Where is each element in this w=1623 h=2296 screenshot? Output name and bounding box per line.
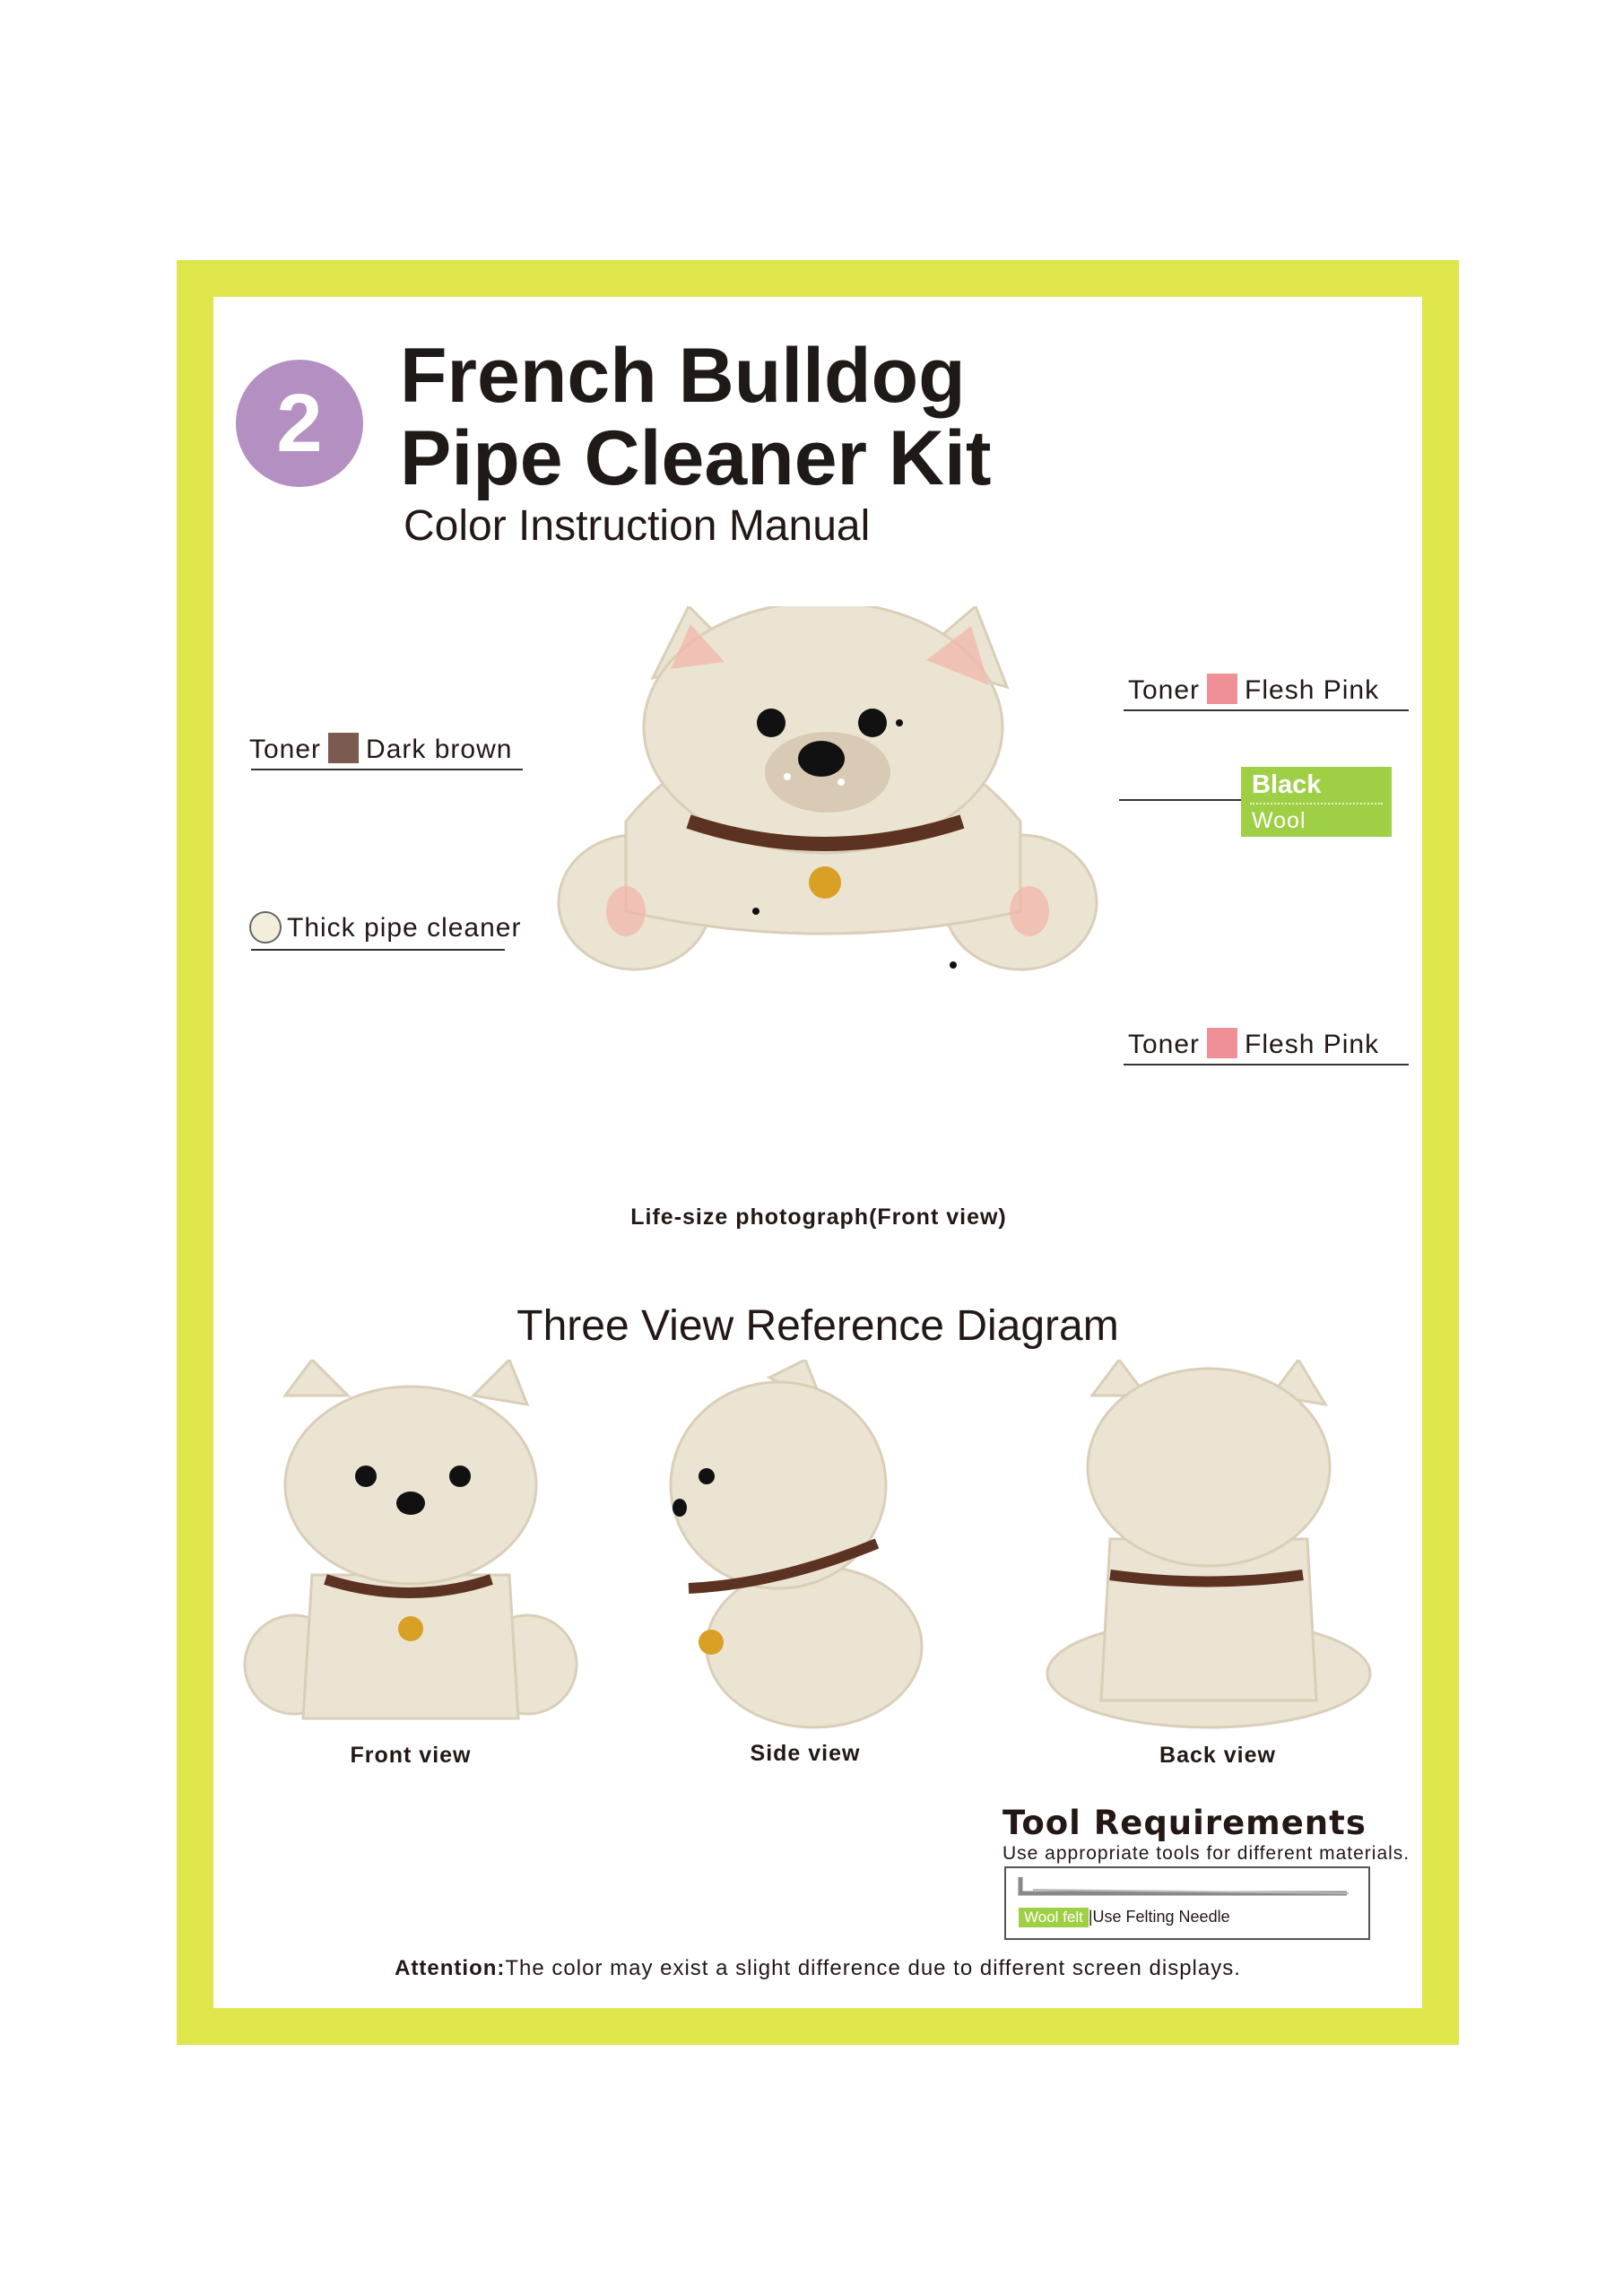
callout-ear-prefix: Toner [1128, 675, 1201, 705]
side-view-photo [635, 1360, 976, 1736]
callout-mouth-prefix: Toner [249, 735, 322, 764]
dark-brown-swatch [328, 733, 359, 763]
kit-subtitle: Color Instruction Manual [404, 502, 871, 550]
side-view-caption: Side view [750, 1741, 861, 1766]
callout-paw-label: Flesh Pink [1245, 1030, 1380, 1059]
callout-mouth [249, 733, 512, 765]
step-number-badge: 2 [236, 360, 363, 487]
callout-ear [1128, 674, 1379, 706]
kit-title [400, 335, 992, 500]
flesh-pink-swatch [1207, 674, 1237, 704]
flesh-pink-swatch [1207, 1028, 1237, 1058]
page-frame [177, 260, 1459, 2045]
leader-nose [1119, 799, 1241, 801]
tool-note: |Use Felting Needle [1088, 1908, 1230, 1926]
attention-text: The color may exist a slight difference due to different screen displays. [505, 1956, 1241, 1980]
nose-material-type: Wool [1252, 808, 1306, 833]
tool-requirements-title: Tool Requirements [1002, 1804, 1367, 1842]
leader-body [251, 949, 505, 951]
main-photo-caption: Life-size photograph(Front view) [630, 1205, 1007, 1230]
leader-paw [1124, 1064, 1409, 1065]
three-view-title: Three View Reference Diagram [516, 1302, 1119, 1350]
back-view-caption: Back view [1159, 1743, 1276, 1768]
callout-ear-label: Flesh Pink [1245, 675, 1380, 705]
main-dog-photo [554, 606, 1110, 1216]
tool-box [1004, 1866, 1370, 1940]
callout-body-label: Thick pipe cleaner [287, 913, 522, 943]
callout-paw-prefix: Toner [1128, 1030, 1201, 1059]
nose-material-color: Black [1252, 770, 1322, 799]
content-panel [213, 297, 1422, 2008]
felting-needle-icon [1015, 1874, 1356, 1900]
title-line-1: French Bulldog [400, 333, 966, 419]
attention-note [213, 1956, 1422, 1981]
tool-label-row [1019, 1908, 1230, 1927]
leader-ear [1124, 709, 1409, 711]
front-view-caption: Front view [350, 1743, 472, 1768]
pipe-cleaner-swatch-icon [249, 911, 282, 944]
callout-mouth-label: Dark brown [366, 735, 513, 764]
wool-felt-tag: Wool felt [1019, 1908, 1089, 1927]
callout-body [249, 911, 521, 944]
callout-paw [1128, 1028, 1379, 1060]
front-view-photo [240, 1360, 581, 1736]
tool-requirements-subtitle: Use appropriate tools for different materials. [1002, 1843, 1410, 1864]
title-line-2: Pipe Cleaner Kit [400, 415, 992, 501]
back-view-photo [1038, 1360, 1379, 1736]
dotted-divider [1250, 803, 1383, 804]
attention-label: Attention: [395, 1956, 506, 1980]
leader-mouth [251, 769, 523, 770]
nose-material-box [1241, 767, 1392, 837]
